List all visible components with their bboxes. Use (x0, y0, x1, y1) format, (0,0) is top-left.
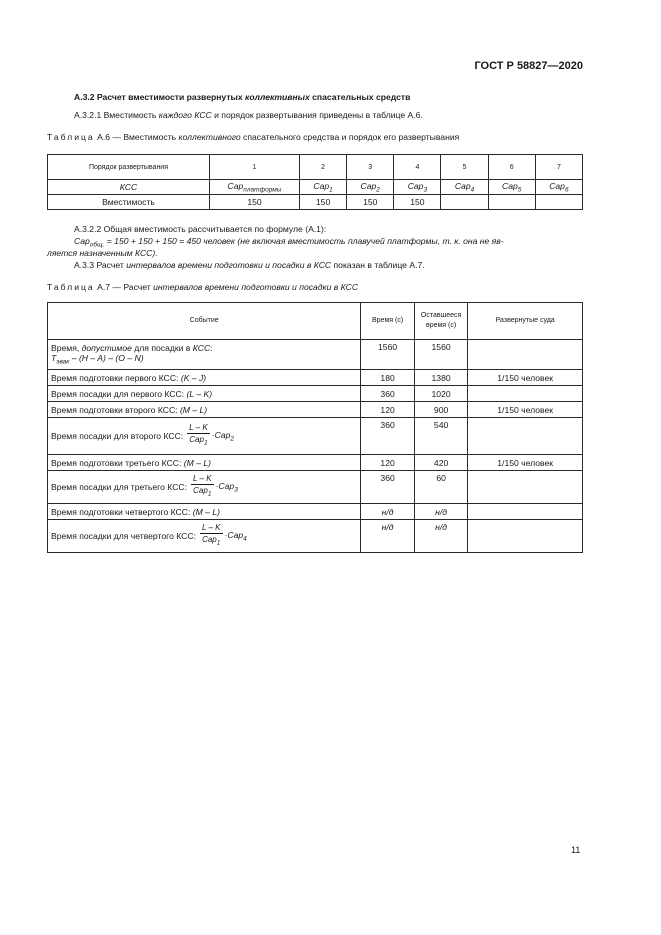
event-cell: Время подготовки второго КСС: (M – L) (48, 402, 361, 418)
table6-header-row (48, 155, 583, 180)
paragraph-a322: А.3.2.2 Общая вместимость рассчитывается по формуле (А.1): (74, 224, 327, 234)
paragraph-a321: А.3.2.1 Вместимость каждого КСС и порядок развертывания приведены в таблице А.6. (74, 110, 423, 120)
table6-capacity-value (441, 195, 488, 210)
table6-cap-cell: Cap$_5$ (488, 180, 535, 195)
time-cell: 360 (361, 471, 415, 504)
table6-header-label: Порядок развертывания (48, 155, 210, 180)
remaining-cell: н/д (414, 520, 468, 553)
table6-cap-cell: Cap$_1$ (300, 180, 347, 195)
event-cell: Время посадки для второго КСС: $\frac{L - K}{Cap_1}$ ·Cap$_2$ (48, 418, 361, 455)
fraction: $\frac{L - K}{Cap_1}$ (201, 523, 221, 547)
table-row (48, 402, 583, 418)
table6-cap-cell: Cap$_{платформы}$ (210, 180, 300, 195)
table6-number: 6 (488, 155, 535, 180)
table7-header-event: Событие (48, 303, 361, 340)
time-cell: 1560 (361, 340, 415, 370)
remaining-cell: н/д (414, 504, 468, 520)
ships-cell (468, 340, 583, 370)
table-a7 (47, 302, 583, 553)
table-row (48, 504, 583, 520)
paragraph-a33: А.3.3 Расчет интервалов времени подготовки и посадки в КСС показан в таблице А.7. (74, 260, 425, 270)
table7-header-ships: Развернутые суда (468, 303, 583, 340)
table-row (48, 370, 583, 386)
event-cell: Время подготовки третьего КСС: (M – L) (48, 455, 361, 471)
table-row (48, 340, 583, 370)
time-cell: н/д (361, 504, 415, 520)
table6-capacity-value: 150 (347, 195, 394, 210)
event-cell: Время посадки для первого КСС: (L – K) (48, 386, 361, 402)
standard-code: ГОСТ Р 58827—2020 (474, 60, 583, 72)
table-row (48, 386, 583, 402)
table6-number: 1 (210, 155, 300, 180)
time-cell: 360 (361, 386, 415, 402)
time-cell: 180 (361, 370, 415, 386)
ships-cell (468, 520, 583, 553)
event-cell: Время подготовки первого КСС: (K – J) (48, 370, 361, 386)
table6-capacity-value (488, 195, 535, 210)
table7-header-remaining: Оставшееся время (с) (414, 303, 468, 340)
table6-number: 3 (347, 155, 394, 180)
table6-cap-cell: Cap$_4$ (441, 180, 488, 195)
ships-cell (468, 418, 583, 455)
table-row (48, 455, 583, 471)
ships-cell: 1/150 человек (468, 370, 583, 386)
table6-caption: Таблица А.6 — Вместимость коллективного спасательного средства и порядок его развертывания (47, 132, 460, 142)
table6-number: 2 (300, 155, 347, 180)
remaining-cell: 1560 (414, 340, 468, 370)
table6-capacity-value (535, 195, 582, 210)
remaining-cell: 540 (414, 418, 468, 455)
time-cell: н/д (361, 520, 415, 553)
event-cell: Время подготовки четвертого КСС: (M – L) (48, 504, 361, 520)
table6-number: 4 (394, 155, 441, 180)
ships-cell (468, 504, 583, 520)
remaining-cell: 420 (414, 455, 468, 471)
table6-cap-cell: Cap$_6$ (535, 180, 582, 195)
page-number: 11 (571, 845, 581, 855)
section-title: А.3.2 Расчет вместимости развернутых коллективных спасательных средств (74, 92, 411, 102)
table6-capacity-row (48, 195, 583, 210)
table6-cap-cell: Cap$_2$ (347, 180, 394, 195)
table7-header-row (48, 303, 583, 340)
event-cell: Время, допустимое для посадки в КСС: $T_{эвак} - (H - A) - (O - N)$ (48, 340, 361, 370)
table6-cap-cell: Cap$_3$ (394, 180, 441, 195)
formula-a1-continuation: ляется назначенным КСС). (47, 248, 158, 258)
table6-number: 7 (535, 155, 582, 180)
table6-capacity-label: Вместимость (48, 195, 210, 210)
remaining-cell: 900 (414, 402, 468, 418)
table-row (48, 520, 583, 553)
table7-header-time: Время (с) (361, 303, 415, 340)
remaining-cell: 60 (414, 471, 468, 504)
table-row (48, 471, 583, 504)
ships-cell: 1/150 человек (468, 402, 583, 418)
table6-capacity-value: 150 (210, 195, 300, 210)
table6-number: 5 (441, 155, 488, 180)
ships-cell (468, 386, 583, 402)
time-cell: 120 (361, 402, 415, 418)
event-cell: Время посадки для третьего КСС: $\frac{L - K}{Cap_1}$ ·Cap$_3$ (48, 471, 361, 504)
table7-caption: Таблица А.7 — Расчет интервалов времени подготовки и посадки в КСС (47, 282, 359, 292)
time-cell: 360 (361, 418, 415, 455)
time-cell: 120 (361, 455, 415, 471)
fraction: $\frac{L - K}{Cap_1}$ (193, 474, 212, 498)
remaining-cell: 1380 (414, 370, 468, 386)
table6-kss-label: КСС (48, 180, 210, 195)
event-cell: Время посадки для четвертого КСС: $\frac{L - K}{Cap_1}$ ·Cap$_4$ (48, 520, 361, 553)
table-row (48, 418, 583, 455)
fraction: $\frac{L - K}{Cap_1}$ (189, 423, 208, 447)
ships-cell (468, 471, 583, 504)
remaining-cell: 1020 (414, 386, 468, 402)
table6-capacity-value: 150 (394, 195, 441, 210)
ships-cell: 1/150 человек (468, 455, 583, 471)
table-a6 (47, 154, 583, 210)
table6-capacity-value: 150 (300, 195, 347, 210)
formula-a1: Cap$_{общ.}$ = 150 + 150 + 150 = 450 человек (не включая вместимость плавучей платформы, т. к. она не яв- (74, 236, 504, 249)
table6-kss-row (48, 180, 583, 195)
